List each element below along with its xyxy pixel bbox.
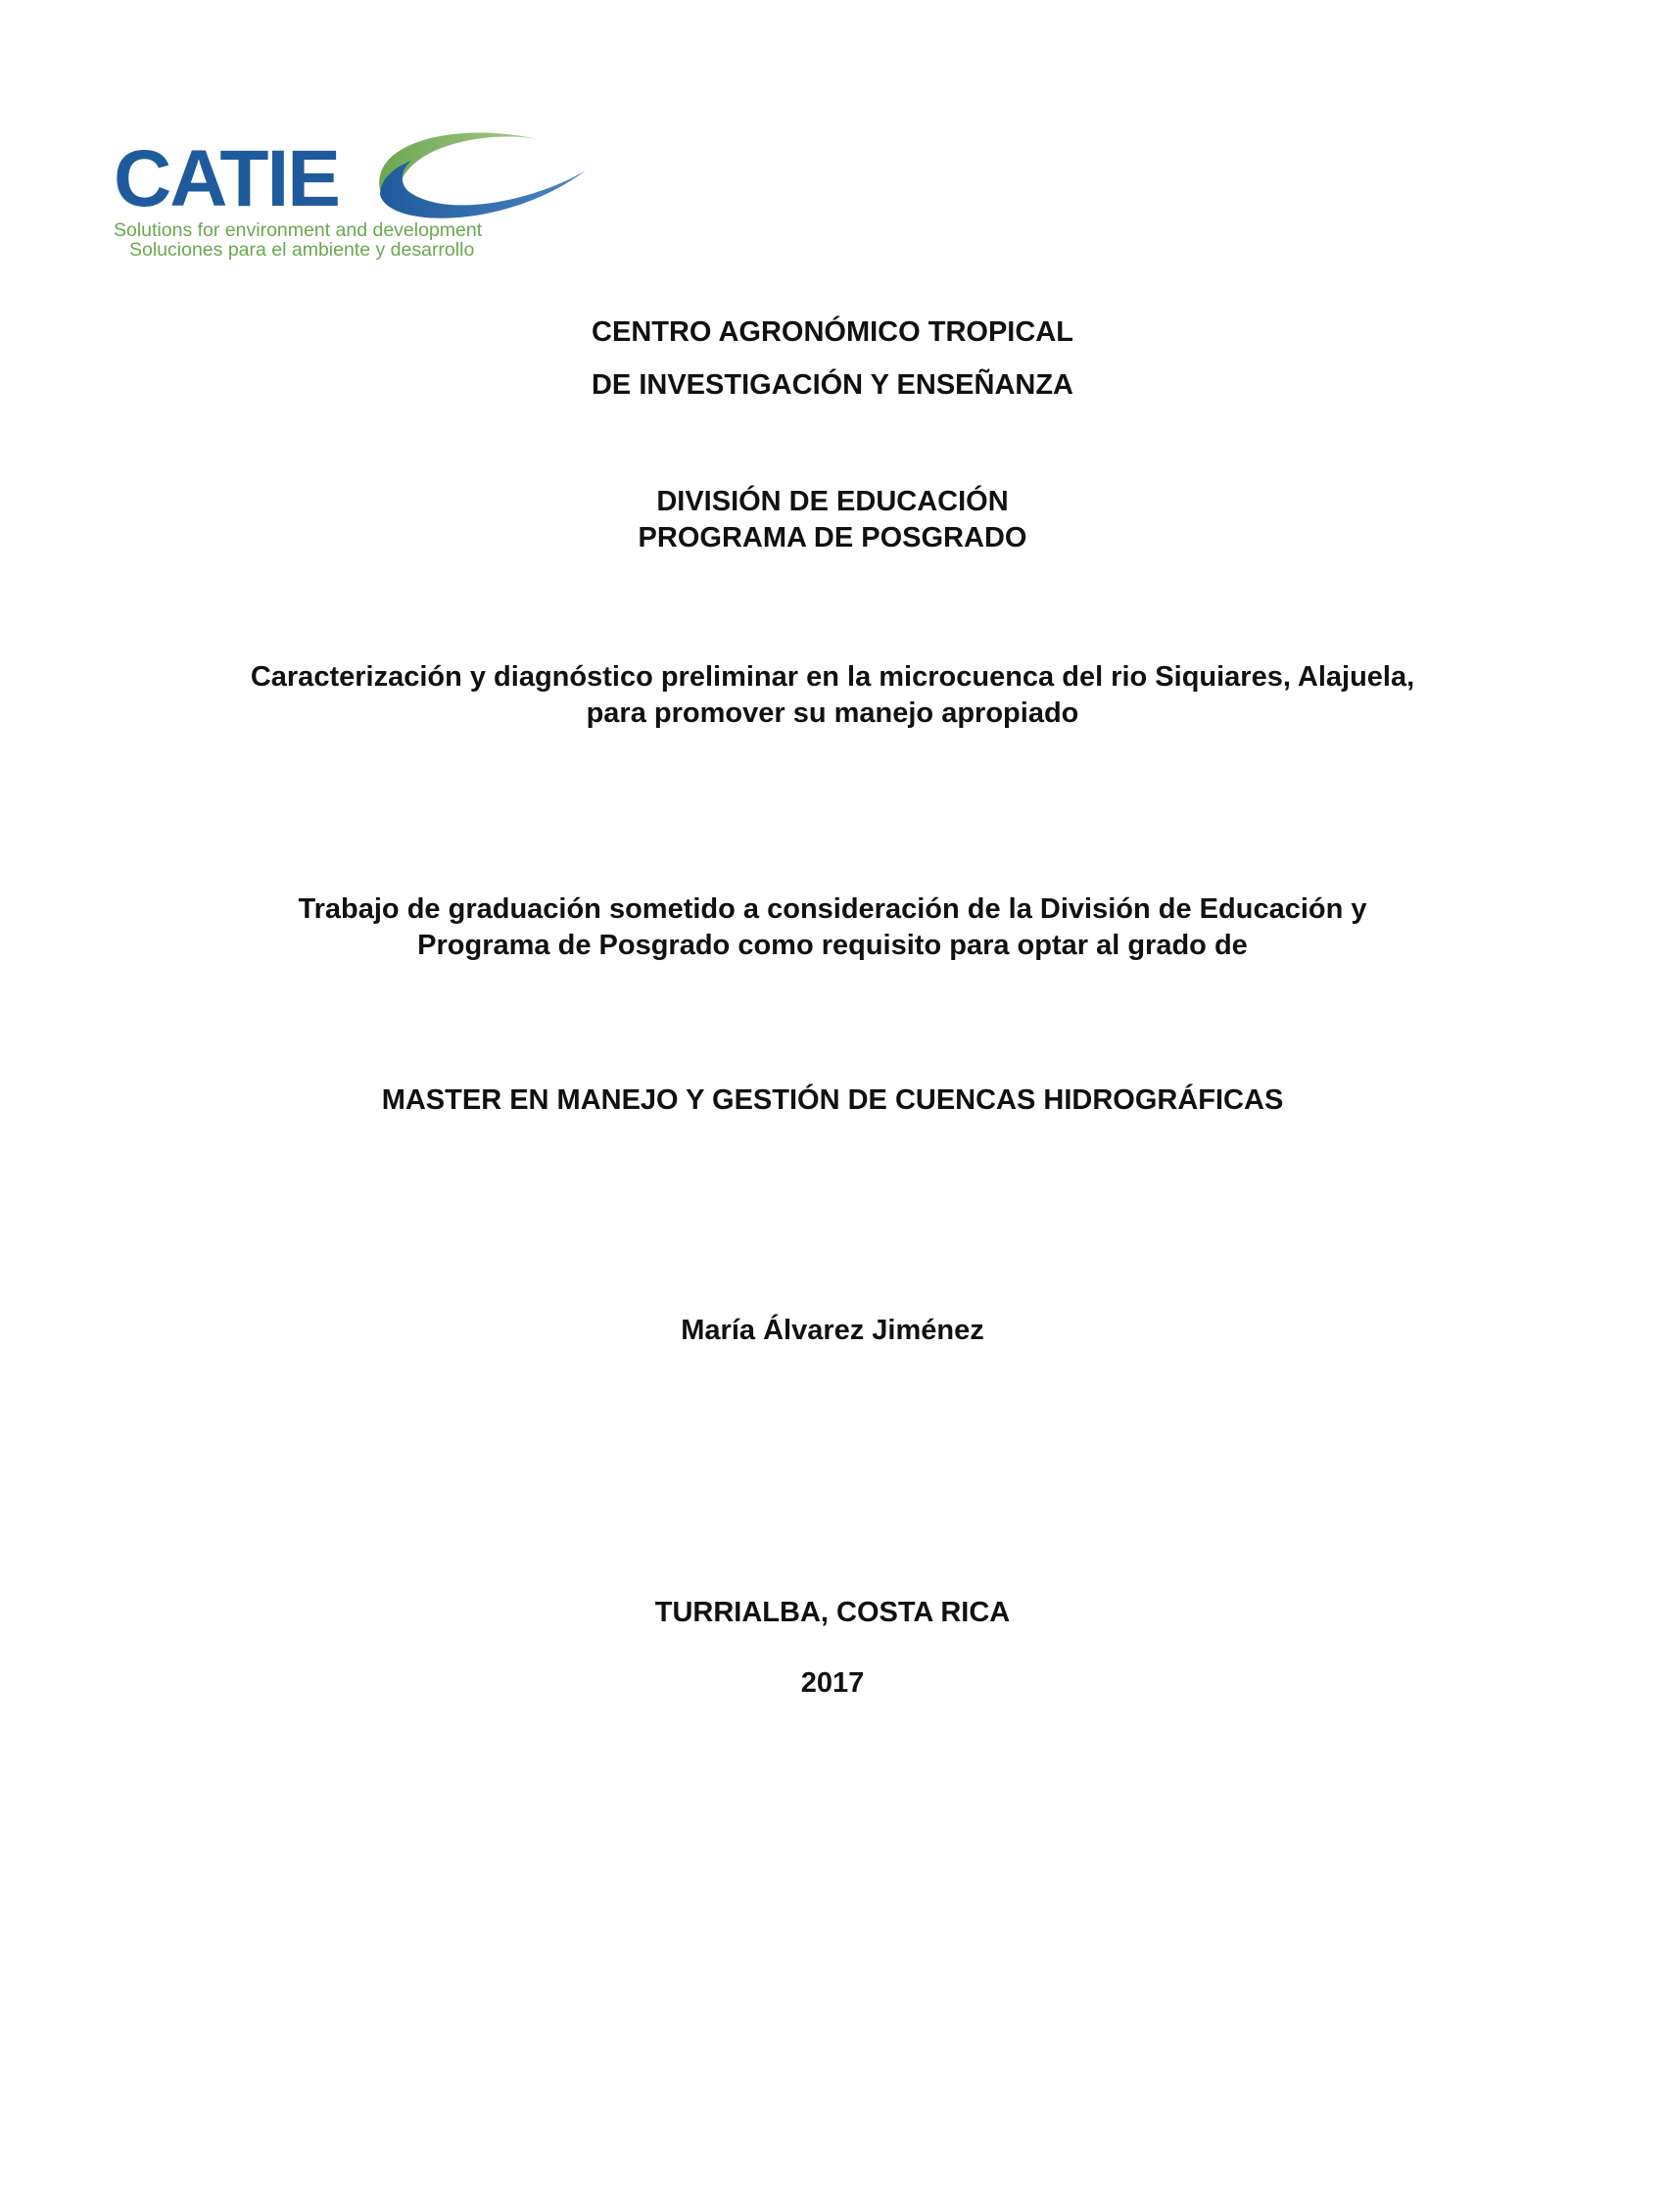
location: [0, 1595, 1665, 1631]
institution-line-2: DE INVESTIGACIÓN Y ENSEÑANZA: [591, 369, 1073, 401]
thesis-title: [0, 659, 1665, 732]
division-heading: [0, 484, 1665, 556]
logo-swoosh-icon: [341, 121, 605, 229]
submission-line-1: Trabajo de graduación sometido a consideración de la División de Educación y: [298, 893, 1367, 925]
title-line-2: para promover su manejo apropiado: [586, 697, 1079, 729]
institution-name: [0, 306, 1665, 411]
submission-statement: [0, 891, 1665, 964]
degree-line: MASTER EN MANEJO Y GESTIÓN DE CUENCAS HIDROGRÁFICAS: [381, 1084, 1284, 1116]
logo-tagline-english: Solutions for environment and development: [114, 219, 483, 241]
author-line: María Álvarez Jiménez: [681, 1315, 984, 1346]
title-line-1: Caracterización y diagnóstico preliminar en la microcuenca del rio Siquiares, Alajuela,: [250, 661, 1415, 693]
logo-wordmark: CATIE: [114, 134, 339, 223]
location-line: TURRIALBA, COSTA RICA: [654, 1597, 1011, 1628]
division-line-2: PROGRAMA DE POSGRADO: [638, 522, 1027, 553]
division-line-1: DIVISIÓN DE EDUCACIÓN: [656, 486, 1009, 517]
logo-tagline-spanish: Soluciones para el ambiente y desarrollo: [129, 239, 475, 261]
submission-line-2: Programa de Posgrado como requisito para optar al grado de: [417, 930, 1248, 961]
catie-logo: [110, 118, 501, 274]
institution-line-1: CENTRO AGRONÓMICO TROPICAL: [592, 316, 1073, 348]
degree-name: [0, 1082, 1665, 1119]
publication-year: [0, 1665, 1665, 1702]
year-line: 2017: [800, 1667, 865, 1699]
author-name: [0, 1313, 1665, 1349]
